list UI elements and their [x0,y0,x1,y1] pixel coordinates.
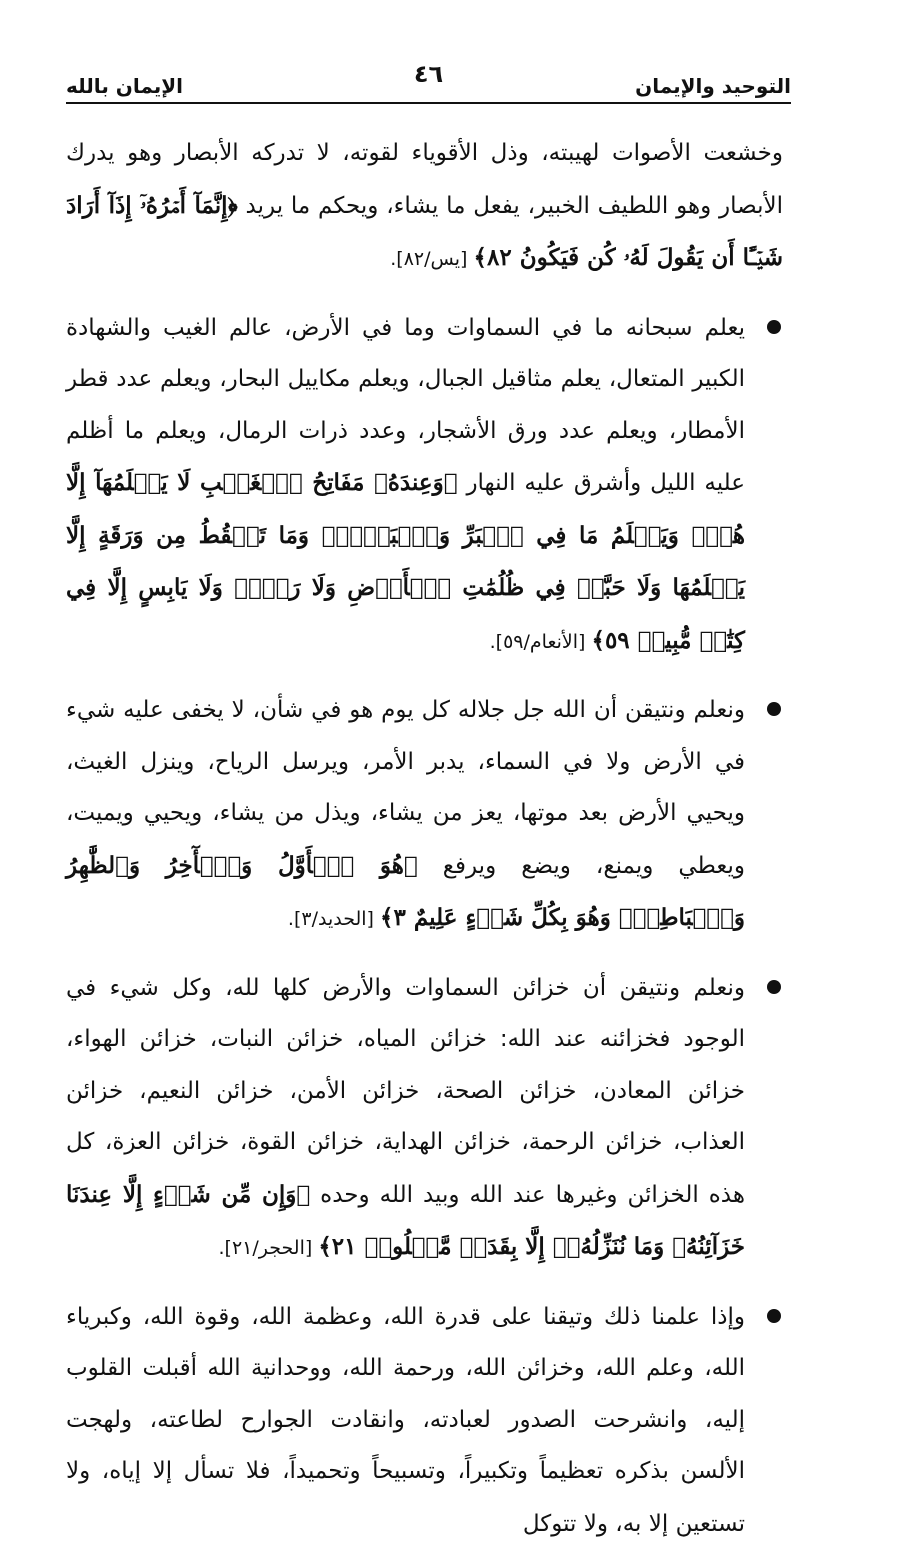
page-number: ٤٦ [414,60,443,88]
bullet-dot-icon [767,980,781,994]
intro-text: وخشعت الأصوات لهيبته، وذل الأقوياء لقوته، لا تدركه الأبصار وهو يدرك الأبصار وهو اللطيف الخبير، يفعل ما يشاء، ويحكم ما يريد [66,140,783,219]
quran-verse: ﴿وَإِن مِّن شَيۡءٍ إِلَّا عِندَنَا خَزَآئِنُهُۥ وَمَا نُنَزِّلُهُۥٓ إِلَّا بِقَدَرٖ مَّعۡلُومٖ ٢١﴾ [66,1181,745,1261]
page-header [66,58,791,104]
quran-verse: ﴿إِنَّمَآ أَمۡرُهُۥٓ إِذَآ أَرَادَ شَيۡـًٔا أَن يَقُولَ لَهُۥ كُن فَيَكُونُ ٨٢﴾ [66,192,783,272]
verse-reference: [الحديد/٣]. [288,908,380,930]
bullet-dot-icon [767,1309,781,1323]
paragraph-text: ونعلم ونتيقن أن خزائن السماوات والأرض كلها لله، وكل شيء في الوجود فخزائنه عند الله: خزائن المياه، خزائن النبات، خزائن الهواء، خزائن المعادن، خزائن الصحة، خزائن الأمن، خزائن النعيم، خزائن العذاب، خزائن الرحمة، خزائن الهداية، خزائن القوة، خزائن العزة، كل هذه الخزائن وغيرها عند الله وبيد الله وحده [66,975,745,1208]
section-title: الإيمان بالله [66,74,183,98]
page-body [66,128,791,1551]
quran-verse: ﴿وَعِندَهُۥ مَفَاتِحُ ٱلۡغَيۡبِ لَا يَعۡلَمُهَآ إِلَّا هُوَۚ وَيَعۡلَمُ مَا فِي ٱلۡبَرِّ وَٱلۡبَحۡرِۚ وَمَا تَسۡقُطُ مِن وَرَقَةٍ إِلَّا يَعۡلَمُهَا وَلَا حَبَّةٖ فِي ظُلُمَٰتِ ٱلۡأَرۡضِ وَلَا رَطۡبٖ وَلَا يَابِسٍ إِلَّا فِي كِتَٰبٖ مُّبِينٖ ٥٩﴾ [66,469,745,654]
verse-reference: [الحجر/٢١]. [219,1237,319,1259]
bullet-paragraph [66,303,791,669]
bullet-dot-icon [767,702,781,716]
paragraph-text: وإذا علمنا ذلك وتيقنا على قدرة الله، وعظمة الله، وقوة الله، وكبرياء الله، وعلم الله، وخزائن الله، ورحمة الله، ووحدانية الله أقبلت القلوب إليه، وانشرحت الصدور لعبادته، وانقادت الجوارح لطاعته، ولهجت الألسن بذكره تعظيماً وتكبيراً، وتسبيحاً وتحميداً، فلا تسأل إلا إياه، ولا تستعين إلا به، ولا تتوكل [66,1304,745,1537]
quran-verse: ﴿هُوَ ٱلۡأَوَّلُ وَٱلۡأٓخِرُ وَٱلظَّٰهِرُ وَٱلۡبَاطِنُۖ وَهُوَ بِكُلِّ شَيۡءٍ عَلِيمٌ ٣﴾ [66,852,745,932]
bullet-paragraph [66,1292,791,1551]
paragraph-text: ونعلم ونتيقن أن الله جل جلاله كل يوم هو في شأن، لا يخفى عليه شيء في الأرض ولا في السماء، يدبر الأمر، ويرسل الرياح، وينزل الغيث، ويحيي الأرض بعد موتها، يعز من يشاء، ويذل من يشاء، ويحيي ويميت، ويعطي ويمنع، ويضع ويرفع [66,697,745,879]
verse-reference: [الأنعام/٥٩]. [490,631,592,653]
bullet-dot-icon [767,320,781,334]
bullet-paragraph [66,685,791,946]
intro-paragraph [66,128,783,286]
verse-reference: [يس/٨٢]. [390,248,473,270]
paragraph-text: يعلم سبحانه ما في السماوات وما في الأرض، عالم الغيب والشهادة الكبير المتعال، يعلم مثاقيل الجبال، ويعلم مكاييل البحار، ويعلم عدد قطر الأمطار، ويعلم عدد ورق الأشجار، وعدد ذرات الرمال، ويعلم ما أظلم عليه الليل وأشرق عليه النهار [66,315,745,497]
book-title: التوحيد والإيمان [635,74,791,98]
bullet-paragraph [66,963,791,1275]
